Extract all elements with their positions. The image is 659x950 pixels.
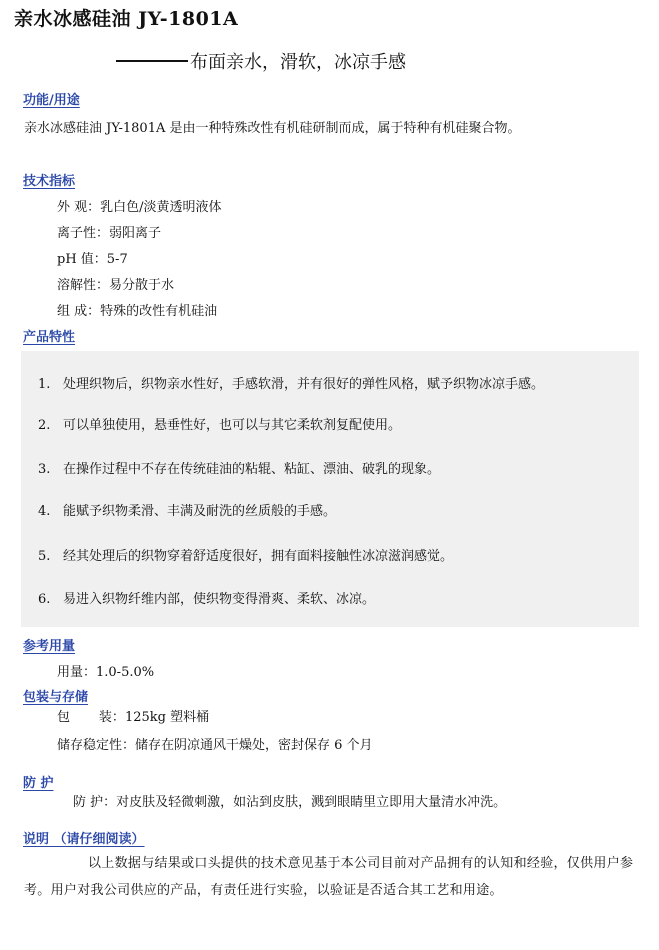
feature-text: 能赋予织物柔滑、丰满及耐洗的丝质般的手感。 (63, 504, 337, 519)
section-heading-note: 说明 （请仔细阅读） (23, 832, 145, 847)
section-heading-specs: 技术指标 (23, 174, 76, 189)
feature-item (38, 373, 544, 392)
feature-item (38, 458, 440, 477)
feature-number: 4. (38, 504, 51, 519)
storage-text: 储存稳定性：储存在阴凉通风干燥处，密封保存 6 个月 (57, 738, 373, 753)
function-text: 亲水冰感硅油 JY-1801A 是由一种特殊改性有机硅研制而成，属于特种有机硅聚合物。 (24, 121, 521, 136)
section-heading-dosage: 参考用量 (23, 639, 76, 654)
subtitle-text: 布面亲水，滑软，冰凉手感 (190, 52, 406, 73)
feature-item (38, 588, 375, 607)
feature-text: 易进入织物纤维内部，使织物变得滑爽、柔软、冰凉。 (63, 592, 376, 607)
feature-item (38, 414, 401, 433)
section-heading-packaging: 包装与存储 (23, 690, 89, 705)
spec-solubility: 溶解性：易分散于水 (57, 278, 175, 293)
protection-text: 防 护：对皮肤及轻微刺激，如沾到皮肤，溅到眼睛里立即用大量清水冲洗。 (73, 795, 507, 810)
packaging-label: 包 装： (57, 710, 125, 725)
packaging-value: 125kg 塑料桶 (124, 710, 210, 725)
section-heading-features: 产品特性 (23, 330, 76, 345)
packaging-line (57, 706, 209, 725)
note-paragraph: 以上数据与结果或口头提供的技术意见基于本公司目前对产品拥有的认知和经验，仅供用户参考。用户对我公司供应的产品，有责任进行实验，以验证是否适合其工艺和用途。 (24, 856, 634, 898)
feature-text: 在操作过程中不存在传统硅油的粘辊、粘缸、漂油、破乳的现象。 (63, 462, 441, 477)
dosage-text: 用量：1.0-5.0% (57, 665, 155, 680)
feature-text: 经其处理后的织物穿着舒适度很好，拥有面料接触性冰凉滋润感觉。 (63, 549, 454, 564)
feature-text: 可以单独使用，悬垂性好，也可以与其它柔软剂复配使用。 (63, 418, 402, 433)
feature-number: 5. (38, 549, 51, 564)
spec-composition: 组 成：特殊的改性有机硅油 (57, 304, 218, 319)
feature-text: 处理织物后，织物亲水性好，手感软滑，并有很好的弹性风格，赋予织物冰凉手感。 (63, 377, 545, 392)
subtitle (116, 48, 406, 74)
document-title: 亲水冰感硅油 JY-1801A (14, 8, 239, 30)
spec-ph: pH 值：5-7 (57, 252, 128, 267)
feature-item (38, 545, 453, 564)
section-heading-function: 功能/用途 (23, 93, 80, 108)
subtitle-dash (116, 60, 188, 62)
feature-item (38, 500, 336, 519)
feature-number: 2. (38, 418, 51, 433)
feature-number: 3. (38, 462, 51, 477)
features-box (21, 351, 639, 627)
spec-ionicity: 离子性：弱阳离子 (57, 226, 162, 241)
feature-number: 6. (38, 592, 51, 607)
feature-number: 1. (38, 377, 51, 392)
section-heading-protection: 防 护 (23, 776, 54, 791)
spec-appearance: 外 观：乳白色/淡黄透明液体 (57, 200, 222, 215)
